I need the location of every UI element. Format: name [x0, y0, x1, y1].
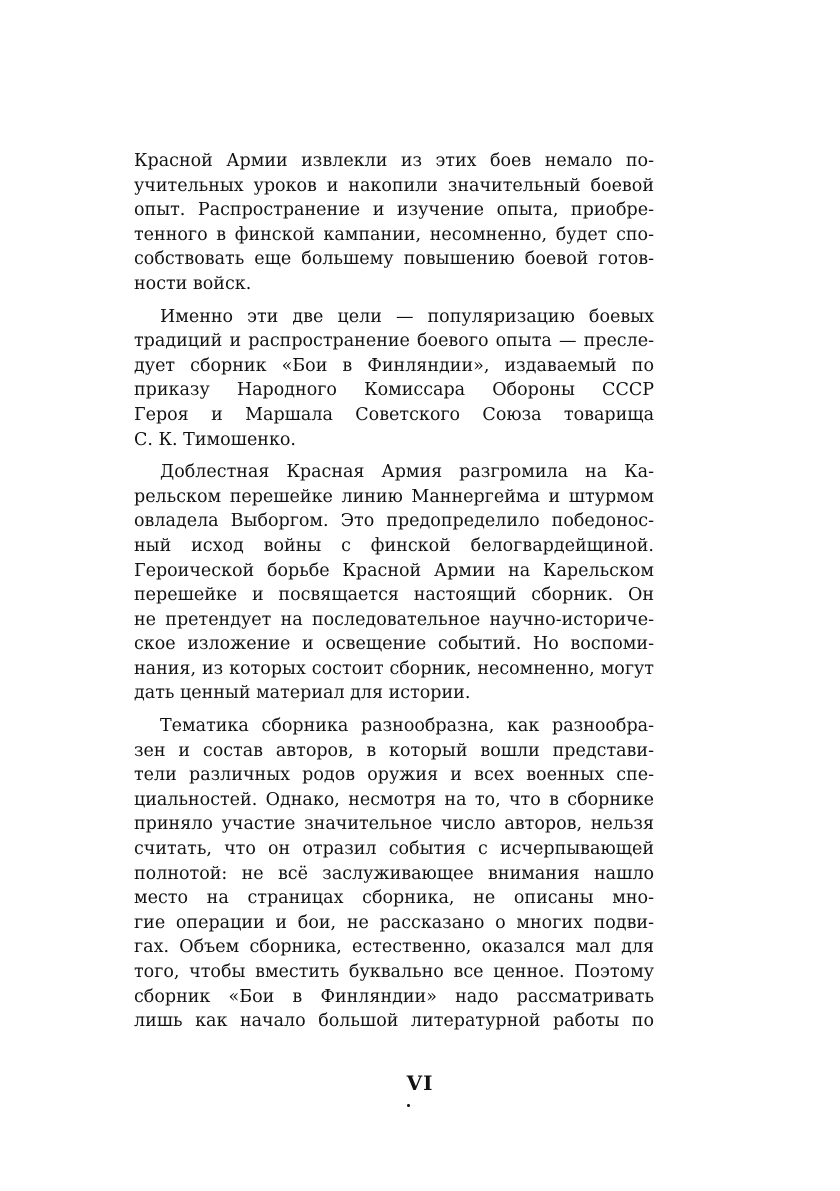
text-line: лишь как начало большой литературной работы по	[134, 1011, 654, 1032]
text-line: овладела Выборгом. Это предопределило победонос-	[134, 511, 654, 532]
text-line: не претендует на последовательное научно-историче-	[134, 609, 654, 630]
text-line: перешейке и посвящается настоящий сборник. Он	[134, 585, 654, 606]
text-line: опыт. Распространение и изучение опыта, приобре-	[134, 200, 654, 221]
text-line: зен и состав авторов, в который вошли представи-	[134, 740, 654, 761]
text-line: рельском перешейке линию Маннергейма и штурмом	[134, 486, 654, 507]
text-line: того, чтобы вместить буквально все ценное. Поэтому	[134, 962, 654, 982]
text-line: Доблестная Красная Армия разгромила на Ка-	[160, 462, 654, 483]
text-line: Красной Армии извлекли из этих боев немало по-	[134, 151, 654, 171]
text-line: приняло участие значительное число авторов, нельзя	[134, 814, 654, 835]
paragraph	[134, 714, 654, 1034]
text-line: тенного в финской кампании, несомненно, будет спо-	[134, 224, 654, 245]
page-number: VI	[406, 1071, 434, 1095]
text-line: полнотой: не всё заслуживающее внимания нашло	[134, 863, 654, 884]
text-line: собствовать еще большему повышению боевой готов-	[134, 249, 654, 270]
print-speck	[407, 1104, 410, 1107]
text-line: гах. Объем сборника, естественно, оказался мал для	[134, 937, 654, 958]
paragraph	[134, 149, 654, 297]
text-line: место на страницах сборника, не описаны мно-	[134, 888, 654, 909]
text-line: дать ценный материал для истории.	[134, 683, 471, 704]
page-text	[134, 149, 654, 1034]
text-line: тели различных родов оружия и всех военных спе-	[134, 765, 654, 786]
text-line: Именно эти две цели — популяризацию боевых	[160, 306, 654, 327]
text-line: циальностей. Однако, несмотря на то, что в сборнике	[134, 789, 654, 810]
text-line: традиций и распространение боевого опыта — пресле-	[134, 331, 654, 352]
text-line: учительных уроков и накопили значительный боевой	[134, 175, 654, 196]
paragraph	[134, 305, 654, 453]
text-line: нания, из которых состоит сборник, несомненно, могут	[134, 658, 654, 679]
text-line: Героя и Маршала Советского Союза товарища	[134, 404, 654, 425]
text-line: Героической борьбе Красной Армии на Карельском	[134, 560, 654, 581]
text-line: ный исход войны с финской белогвардейщиной.	[134, 535, 654, 556]
text-line: считать, что он отразил события с исчерпывающей	[134, 839, 654, 860]
text-line: сборник «Бои в Финляндии» надо рассматривать	[134, 986, 654, 1007]
text-line: Тематика сборника разнообразна, как разнообра-	[160, 716, 654, 737]
paragraph	[134, 460, 654, 706]
text-line: гие операции и бои, не рассказано о многих подви-	[134, 912, 654, 933]
text-line: ности войск.	[134, 273, 252, 294]
text-line: ское изложение и освещение событий. Но воспоми-	[134, 634, 654, 655]
text-line: дует сборник «Бои в Финляндии», издаваемый по	[134, 355, 654, 376]
text-line: приказу Народного Комиссара Обороны СССР	[134, 380, 654, 401]
text-line: С. К. Тимошенко.	[134, 429, 296, 450]
